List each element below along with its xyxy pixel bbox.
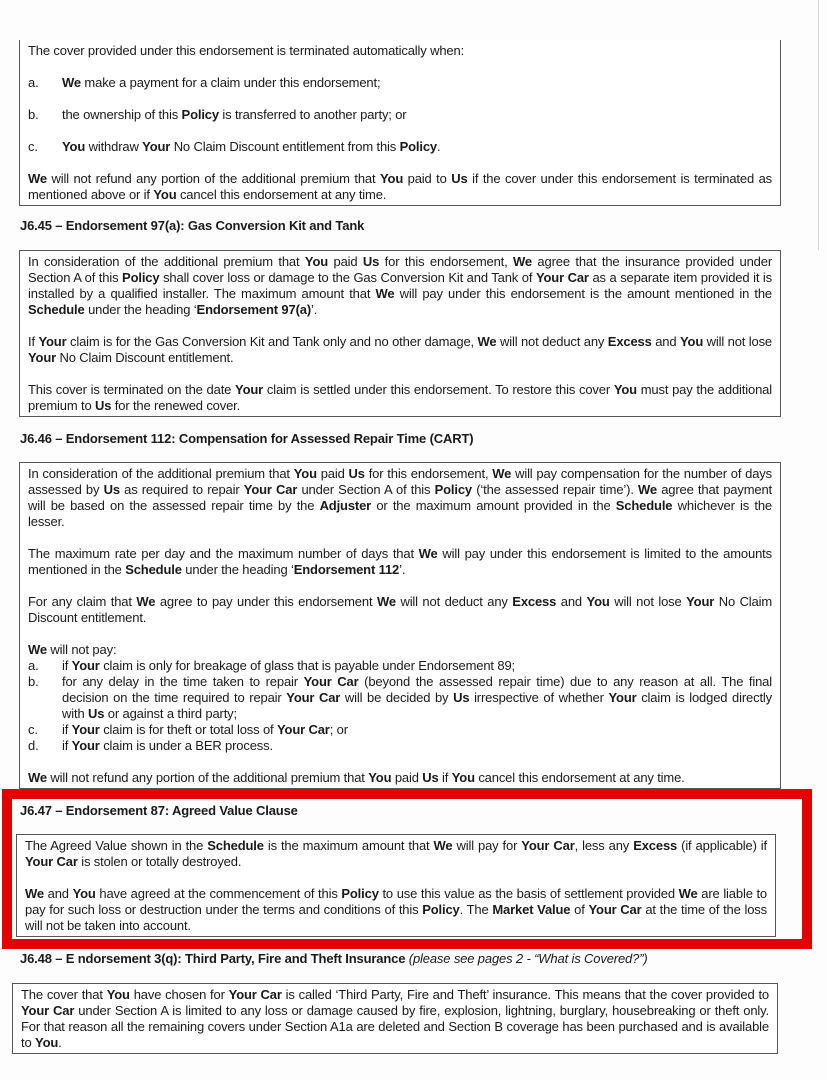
text-run: is stolen or totally destroyed.	[77, 854, 242, 869]
text-run: if	[62, 722, 72, 737]
defined-term: Excess	[633, 838, 678, 853]
text-run: shall cover loss or damage to the Gas Conversion Kit and Tank of	[159, 270, 536, 285]
text-run: and	[556, 594, 587, 609]
text-run: claim is for theft or total loss of	[99, 722, 277, 737]
text-run: for this endorsement,	[379, 254, 514, 269]
defined-term: You	[379, 171, 404, 186]
defined-term: Your	[71, 722, 100, 737]
text-run: claim is under a BER process.	[99, 738, 273, 753]
defined-term: Your Car	[286, 690, 341, 705]
defined-term: Us	[94, 398, 112, 413]
paragraph	[25, 838, 767, 870]
defined-term: Excess	[512, 594, 557, 609]
list-label: b.	[28, 107, 39, 122]
text-run: No Claim Discount entitlement.	[28, 594, 773, 625]
text-run: will not pay:	[46, 642, 117, 657]
defined-term: You	[586, 594, 610, 609]
defined-term: Your	[28, 350, 57, 365]
defined-term: Your	[71, 738, 100, 753]
defined-term: Us	[451, 171, 468, 186]
page-edge-scrollbar	[818, 0, 819, 250]
section-heading-j6-47: J6.47 – Endorsement 87: Agreed Value Clause	[20, 803, 298, 818]
text-run: the ownership of this	[62, 107, 182, 122]
defined-term: We	[678, 886, 698, 901]
defined-term: Us	[422, 770, 439, 785]
text-run: or the maximum amount provided in the	[371, 498, 616, 513]
defined-term: Your Car	[25, 854, 78, 869]
text-run: will not deduct any	[395, 594, 513, 609]
paragraph	[28, 770, 772, 786]
defined-term: Your	[235, 382, 264, 397]
text-run: (beyond the assessed repair time) due to any reason at all. The final decision on the time required to repair	[62, 674, 773, 705]
defined-term: Endorsement 112	[293, 562, 400, 577]
defined-term: We	[62, 75, 81, 90]
defined-term: We	[638, 482, 657, 497]
defined-term: We	[513, 254, 532, 269]
text-run: will not refund any portion of the additional premium that	[46, 770, 369, 785]
defined-term: Policy	[341, 886, 379, 901]
paragraph	[28, 546, 772, 578]
text-run: claim is lodged directly with	[62, 690, 772, 721]
defined-term: We	[136, 594, 156, 609]
defined-term: You	[613, 382, 637, 397]
paragraph	[28, 466, 772, 530]
text-run: In consideration of the additional premium that	[28, 466, 294, 481]
defined-term: We	[28, 642, 47, 657]
text-run: for the renewed cover.	[111, 398, 241, 413]
defined-term: Policy	[122, 270, 160, 285]
text-run: paid	[316, 466, 349, 481]
text-run: claim is for the Gas Conversion Kit and Tank only and no other damage,	[66, 334, 478, 349]
text-run: agree that the insurance provided under Section A of this	[28, 254, 773, 285]
list-item	[28, 139, 772, 155]
text-run: cancel this endorsement at any time.	[474, 770, 685, 785]
defined-term: Your	[608, 690, 637, 705]
text-run: or against a third party;	[104, 706, 237, 721]
text-run: is transferred to another party; or	[218, 107, 407, 122]
list-label: c.	[28, 722, 38, 737]
list-item	[28, 674, 772, 722]
text-run: will not lose	[703, 334, 773, 349]
text-run: The cover provided under this endorsement is terminated automatically when:	[28, 43, 465, 58]
paragraph	[25, 886, 767, 934]
defined-term: Your	[71, 658, 100, 673]
defined-term: We	[28, 171, 47, 186]
text-run: paid	[391, 770, 423, 785]
text-run: have agreed at the commencement of this	[95, 886, 342, 901]
defined-term: You	[62, 139, 86, 154]
defined-term: Endorsement 97(a)	[196, 302, 312, 317]
text-run: ; or	[329, 722, 348, 737]
defined-term: Your Car	[535, 270, 589, 285]
defined-term: Your Car	[21, 1003, 75, 1018]
defined-term: Your Car	[588, 902, 642, 917]
paragraph	[28, 254, 772, 318]
list-label: d.	[28, 738, 39, 753]
list-label: c.	[28, 139, 38, 154]
text-run: If	[28, 334, 39, 349]
text-run: agree that payment will be based on the assessed repair time by the	[28, 482, 773, 513]
list-label: a.	[28, 75, 39, 90]
list-item	[28, 722, 772, 738]
text-run: withdraw	[85, 139, 143, 154]
defined-term: Your Car	[243, 482, 298, 497]
text-run: No Claim Discount entitlement.	[56, 350, 234, 365]
defined-term: Your	[686, 594, 715, 609]
text-run: under Section A of this	[297, 482, 435, 497]
termination-box	[19, 40, 781, 206]
text-run: ’.	[399, 562, 406, 577]
text-run: The cover that	[21, 987, 107, 1002]
text-run: of	[570, 902, 589, 917]
text-run: as required to repair	[119, 482, 244, 497]
section-heading-j6-48	[20, 951, 648, 967]
text-run: if the cover under this endorsement is terminated as mentioned above or if	[28, 171, 772, 202]
list-text	[62, 674, 772, 722]
defined-term: Policy	[399, 139, 438, 154]
defined-term: We	[477, 334, 497, 349]
list-text	[62, 107, 772, 123]
heading-text: J6.48 – E ndorsement 3(q): Third Party, Fire and Theft Insurance	[20, 951, 406, 966]
text-run: as a separate item provided it is installed by a qualified installer. The maximum amount that	[28, 270, 772, 301]
text-run: agree to pay under this endorsement	[155, 594, 377, 609]
j6-45-box	[19, 250, 781, 417]
defined-term: You	[680, 334, 704, 349]
text-run: for any delay in the time taken to repair	[62, 674, 304, 689]
defined-term: Us	[348, 466, 365, 481]
text-run: to use this value as the basis of settlement provided	[378, 886, 679, 901]
text-run: for this endorsement,	[364, 466, 493, 481]
text-run: if	[438, 770, 452, 785]
defined-term: You	[304, 254, 329, 269]
text-run: will pay for	[452, 838, 522, 853]
defined-term: We	[418, 546, 438, 561]
defined-term: We	[433, 838, 453, 853]
defined-term: We	[25, 886, 44, 901]
text-run: will pay under this endorsement is the amount mentioned in the	[394, 286, 772, 301]
defined-term: Excess	[607, 334, 652, 349]
defined-term: We	[376, 594, 396, 609]
defined-term: Adjuster	[319, 498, 372, 513]
list-item	[28, 75, 772, 91]
refund-note	[28, 171, 772, 203]
defined-term: Us	[87, 706, 105, 721]
text-run: and	[651, 334, 680, 349]
text-run: is called ‘Third Party, Fire and Theft’ insurance. This means that the cover provided to	[281, 987, 769, 1002]
defined-term: Us	[103, 482, 120, 497]
text-run: if	[62, 738, 72, 753]
text-run: irrespective of whether	[469, 690, 609, 705]
text-run: must pay the additional premium to	[28, 382, 772, 413]
text-run: are liable to pay for such loss or destruction under the terms and conditions of this	[25, 886, 767, 917]
text-run: No Claim Discount entitlement from this	[170, 139, 400, 154]
text-run: cancel this endorsement at any time.	[176, 187, 387, 202]
defined-term: You	[451, 770, 475, 785]
list-label: a.	[28, 658, 39, 673]
text-run: paid	[328, 254, 363, 269]
text-run: , less any	[574, 838, 634, 853]
text-run: have chosen for	[129, 987, 229, 1002]
defined-term: Policy	[181, 107, 219, 122]
list-label: b.	[28, 674, 39, 689]
defined-term: Your	[142, 139, 171, 154]
list-text	[62, 738, 772, 754]
text-run: .	[58, 1035, 62, 1050]
text-run: under the heading ‘	[181, 562, 294, 577]
defined-term: Us	[453, 690, 470, 705]
paragraph	[28, 594, 772, 626]
text-run: . The	[459, 902, 493, 917]
text-run: (‘the assessed repair time’).	[472, 482, 639, 497]
list-text	[62, 722, 772, 738]
defined-term: Policy	[434, 482, 473, 497]
paragraph	[21, 987, 769, 1051]
list-item	[28, 107, 772, 123]
defined-term: Schedule	[125, 562, 182, 577]
text-run: if	[62, 658, 72, 673]
termination-intro	[28, 43, 772, 59]
text-run: ’.	[311, 302, 318, 317]
defined-term: You	[293, 466, 317, 481]
list-text	[62, 75, 772, 91]
text-run: will not lose	[609, 594, 687, 609]
exclusions	[28, 642, 772, 754]
defined-term: Your Car	[521, 838, 575, 853]
text-run: will not deduct any	[496, 334, 608, 349]
defined-term: Your Car	[228, 987, 282, 1002]
defined-term: We	[492, 466, 512, 481]
text-run: whichever is the lesser.	[28, 498, 773, 529]
text-run: For any claim that	[28, 594, 137, 609]
text-run: claim is only for breakage of glass that is payable under Endorsement 89;	[99, 658, 515, 673]
defined-term: Your Car	[276, 722, 330, 737]
j6-47-box	[16, 834, 776, 937]
defined-term: You	[35, 1035, 59, 1050]
defined-term: Market Value	[492, 902, 571, 917]
text-run: will pay compensation for the number of days assessed by	[28, 466, 772, 497]
text-run: at the time of the loss will not be taken into account.	[25, 902, 768, 933]
exclusions-intro	[28, 642, 772, 658]
text-run: will not refund any portion of the additional premium that	[46, 171, 380, 186]
defined-term: Schedule	[28, 302, 85, 317]
text-run: is the maximum amount that	[263, 838, 434, 853]
defined-term: Schedule	[615, 498, 673, 513]
defined-term: Schedule	[207, 838, 264, 853]
text-run: (if applicable) if	[677, 838, 767, 853]
j6-48-box	[12, 983, 778, 1054]
section-heading-j6-46: J6.46 – Endorsement 112: Compensation for Assessed Repair Time (CART)	[20, 431, 474, 446]
section-heading-j6-45: J6.45 – Endorsement 97(a): Gas Conversion Kit and Tank	[20, 218, 365, 233]
defined-term: You	[368, 770, 392, 785]
defined-term: Your	[38, 334, 67, 349]
text-run: under Section A is limited to any loss or damage caused by fire, explosion, lightning, burglary, housebreaking or theft only. For that reason all the remaining covers under Section A1a are deleted and Section B coverage has been purchased and is available to	[21, 1003, 769, 1050]
text-run: The Agreed Value shown in the	[25, 838, 208, 853]
text-run: will pay under this endorsement is limited to the amounts mentioned in the	[28, 546, 772, 577]
defined-term: You	[72, 886, 96, 901]
defined-term: You	[153, 187, 177, 202]
defined-term: Us	[362, 254, 380, 269]
list-item	[28, 658, 772, 674]
paragraph	[28, 334, 772, 366]
text-run: will be decided by	[340, 690, 454, 705]
list-text	[62, 658, 772, 674]
j6-46-box	[19, 462, 781, 789]
list-item	[28, 738, 772, 754]
text-run: .	[437, 139, 441, 154]
list-text	[62, 139, 772, 155]
text-run: and	[43, 886, 73, 901]
text-run: This cover is terminated on the date	[28, 382, 236, 397]
defined-term: We	[375, 286, 395, 301]
text-run: make a payment for a claim under this endorsement;	[80, 75, 381, 90]
heading-note: (please see pages 2 - “What is Covered?”)	[405, 951, 648, 966]
paragraph	[28, 382, 772, 414]
text-run: In consideration of the additional premium that	[28, 254, 305, 269]
defined-term: Policy	[422, 902, 460, 917]
text-run: claim is settled under this endorsement. To restore this cover	[263, 382, 614, 397]
text-run: under the heading ‘	[84, 302, 197, 317]
text-run: The maximum rate per day and the maximum number of days that	[28, 546, 419, 561]
defined-term: We	[28, 770, 47, 785]
defined-term: You	[106, 987, 130, 1002]
defined-term: Your Car	[303, 674, 359, 689]
text-run: paid to	[403, 171, 452, 186]
